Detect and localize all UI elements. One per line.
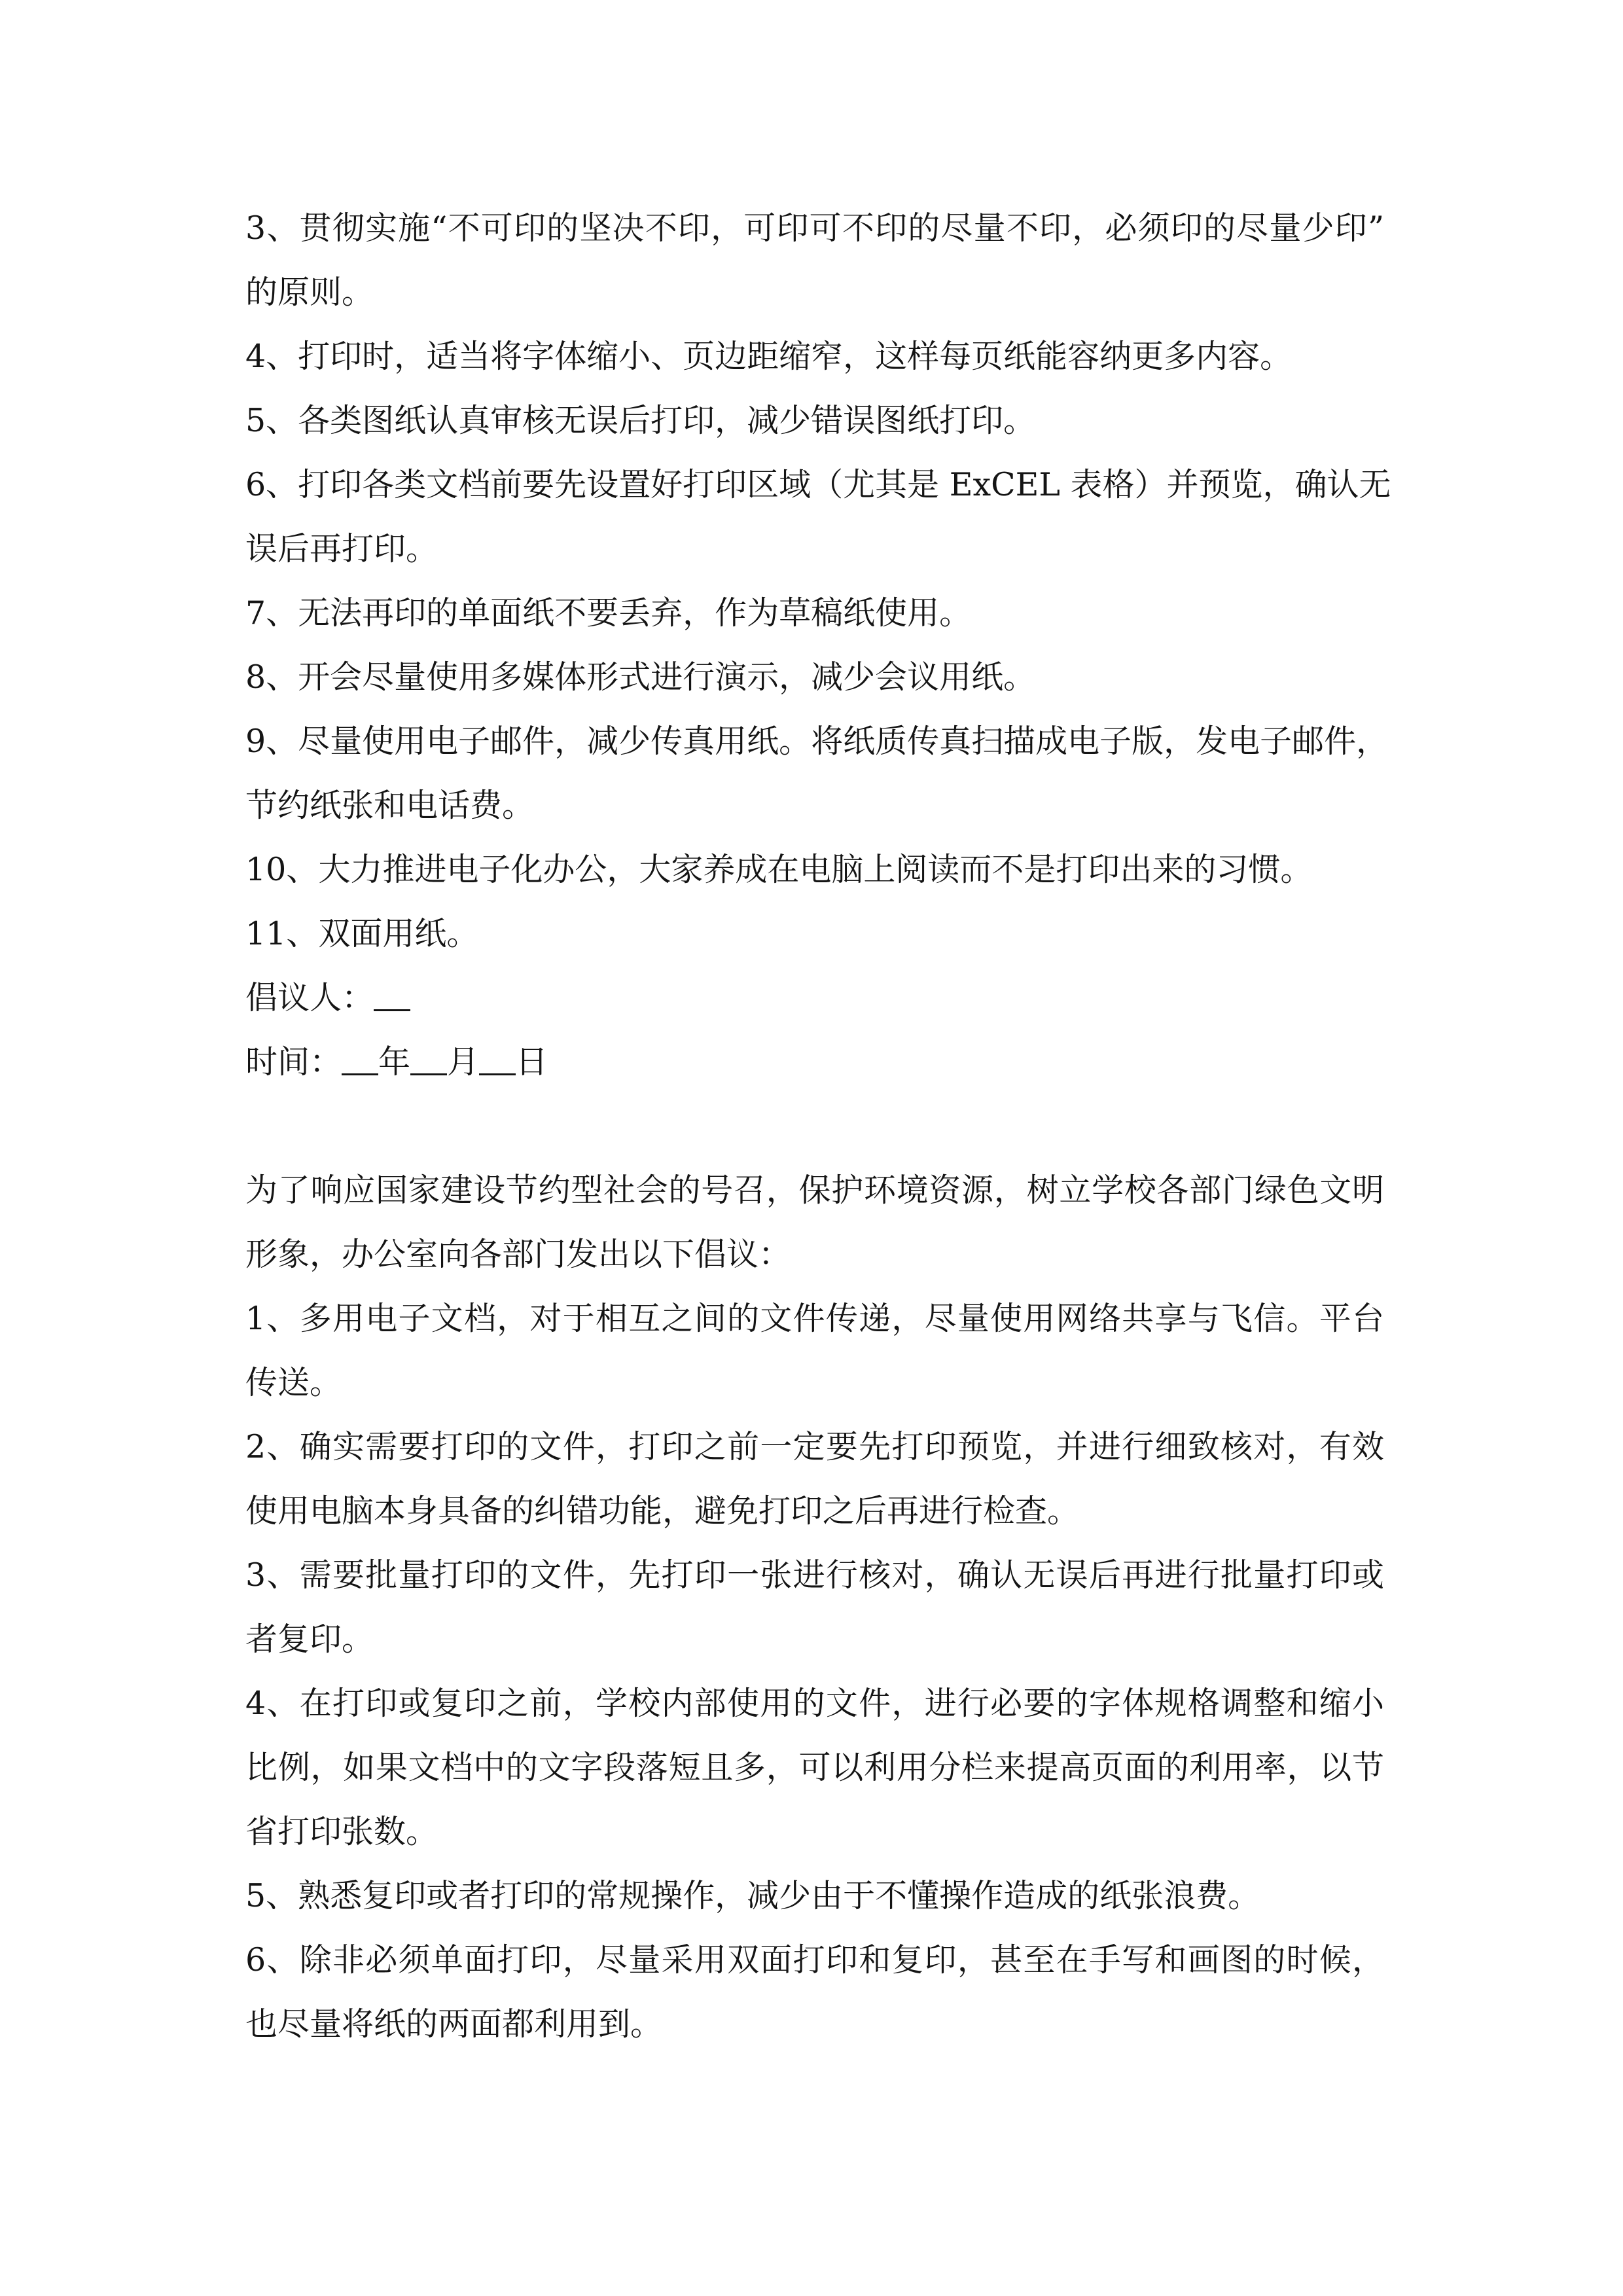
- date-year-label: 年: [378, 1043, 411, 1081]
- section-gap: [245, 1094, 1384, 1158]
- paragraph-line: 者复印。: [245, 1621, 374, 1658]
- date-line: [245, 1030, 1384, 1094]
- paragraph-line: 5、各类图纸认真审核无误后打印，减少错误图纸打印。: [245, 402, 1036, 439]
- paragraph-line: 形象，办公室向各部门发出以下倡议：: [245, 1236, 791, 1273]
- proposer-line: [245, 966, 1384, 1030]
- paragraph-line: 8、开会尽量使用多媒体形式进行演示，减少会议用纸。: [245, 658, 1036, 696]
- date-month-label: 月: [447, 1043, 480, 1081]
- paragraph-line: 11、双面用纸。: [245, 915, 479, 952]
- proposer-blank: [374, 979, 410, 1011]
- paragraph-line: 9、尽量使用电子邮件，减少传真用纸。将纸质传真扫描成电子版，发电子邮件，: [245, 723, 1389, 760]
- document-body: [245, 196, 1391, 2056]
- paragraph-line: 4、在打印或复印之前，学校内部使用的文件，进行必要的字体规格调整和缩小: [245, 1685, 1384, 1722]
- paragraph-line: 的原则。: [245, 274, 374, 311]
- paragraph-line: 为了响应国家建设节约型社会的号召，保护环境资源，树立学校各部门绿色文明: [245, 1172, 1384, 1209]
- month-blank: [410, 1043, 447, 1075]
- paragraph-line: 比例，如果文档中的文字段落短且多，可以利用分栏来提高页面的利用率，以节: [245, 1749, 1384, 1786]
- year-blank: [342, 1043, 378, 1075]
- paragraph-line: 1、多用电子文档，对于相互之间的文件传递，尽量使用网络共享与飞信。平台: [245, 1300, 1384, 1337]
- paragraph-line: 6、除非必须单面打印，尽量采用双面打印和复印，甚至在手写和画图的时候，: [245, 1941, 1384, 1979]
- paragraph-line: 4、打印时，适当将字体缩小、页边距缩窄，这样每页纸能容纳更多内容。: [245, 338, 1293, 375]
- paragraph-line: 传送。: [245, 1364, 342, 1401]
- paragraph-line: 也尽量将纸的两面都利用到。: [245, 2005, 663, 2043]
- paragraph-line: 2、确实需要打印的文件，打印之前一定要先打印预览，并进行细致核对，有效: [245, 1428, 1384, 1465]
- section-1: [245, 196, 1391, 1094]
- paragraph-line: 3、需要批量打印的文件，先打印一张进行核对，确认无误后再进行批量打印或: [245, 1556, 1384, 1594]
- paragraph-line: 节约纸张和电话费。: [245, 787, 535, 824]
- paragraph-line: 6、打印各类文档前要先设置好打印区域（尤其是 ExCEL 表格）并预览，确认无: [245, 466, 1391, 503]
- paragraph-line: 10、大力推进电子化办公，大家养成在电脑上阅读而不是打印出来的习惯。: [245, 851, 1313, 888]
- paragraph-line: 5、熟悉复印或者打印的常规操作，减少由于不懂操作造成的纸张浪费。: [245, 1877, 1260, 1914]
- date-day-label: 日: [516, 1043, 548, 1081]
- date-label: 时间：: [245, 1043, 342, 1081]
- paragraph-line: 省打印张数。: [245, 1813, 438, 1850]
- day-blank: [479, 1043, 516, 1075]
- section-2: [245, 1158, 1384, 2056]
- paragraph-line: 误后再打印。: [245, 530, 438, 567]
- proposer-label: 倡议人：: [245, 979, 374, 1016]
- paragraph-line: 使用电脑本身具备的纠错功能，避免打印之后再进行检查。: [245, 1492, 1080, 1530]
- paragraph-line: 3、贯彻实施“不可印的坚决不印，可印可不印的尽量不印，必须印的尽量少印”: [245, 209, 1384, 247]
- paragraph-line: 7、无法再印的单面纸不要丢弃，作为草稿纸使用。: [245, 594, 972, 632]
